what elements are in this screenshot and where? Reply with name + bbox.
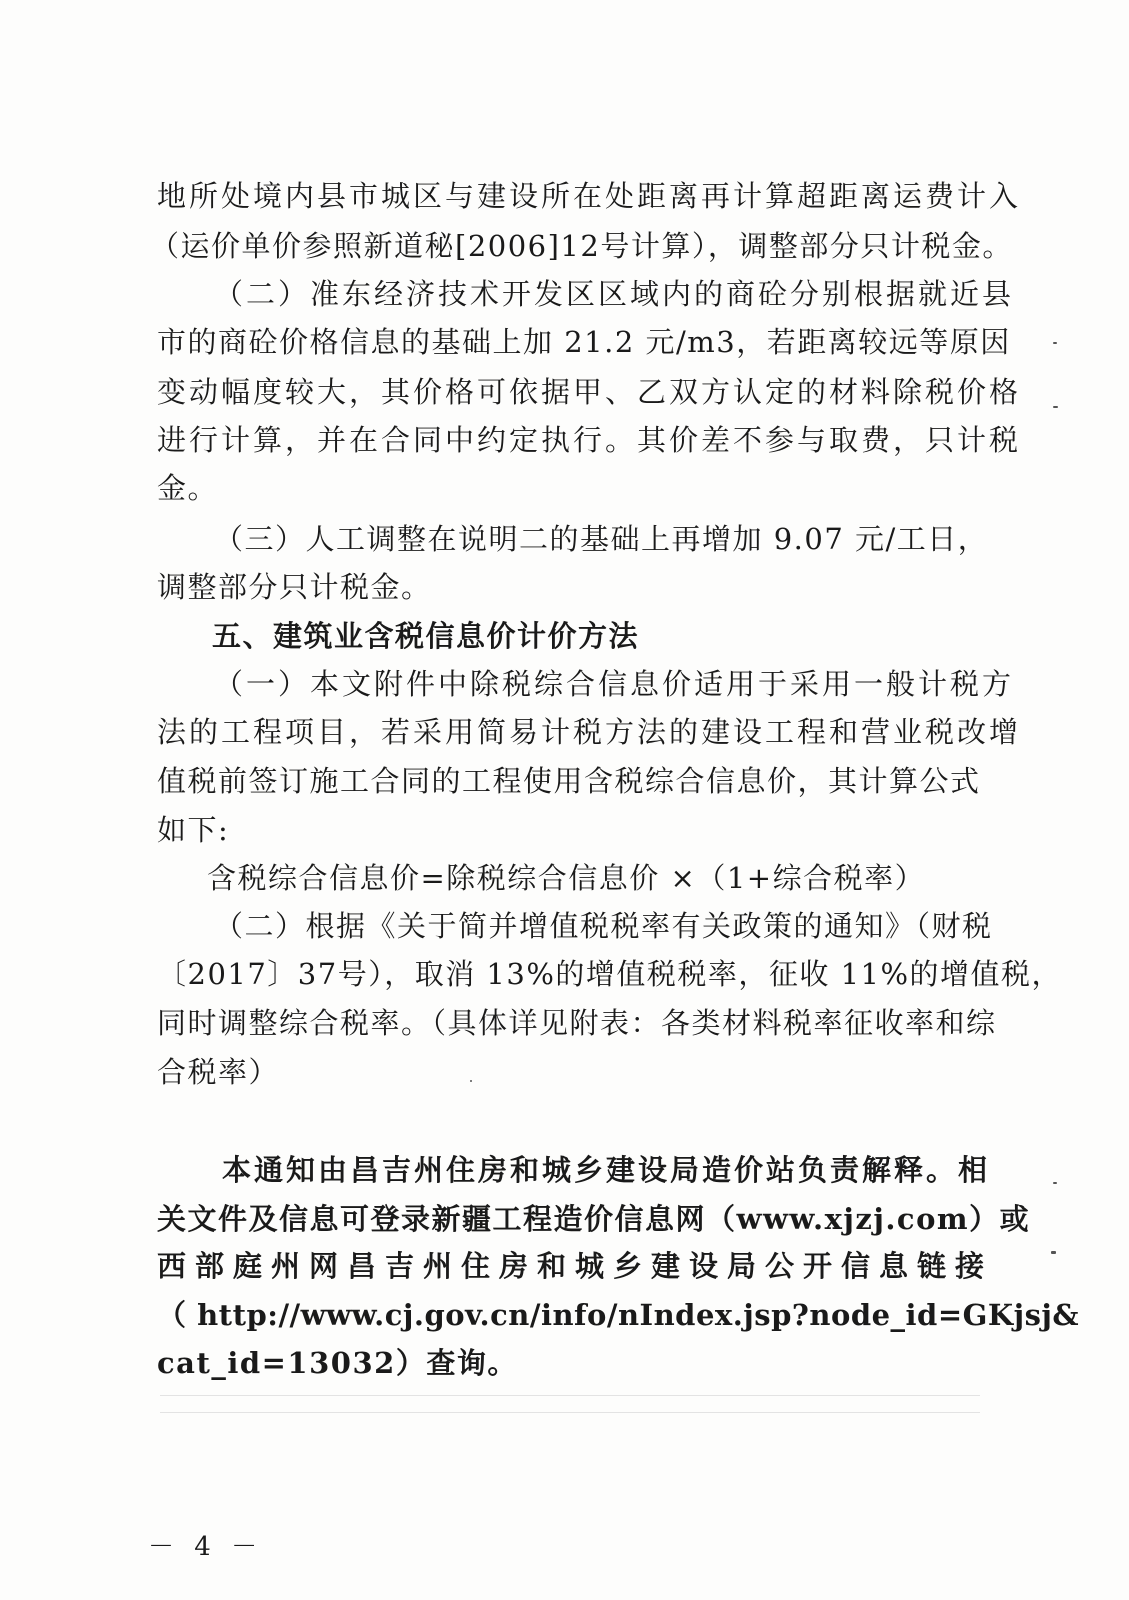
scan-rule bbox=[160, 1412, 980, 1413]
body-line: 市的商砼价格信息的基础上加 21.2 元/m3，若距离较远等原因 bbox=[157, 325, 1011, 359]
section-line: 〔2017〕37号），取消 13%的增值税税率，征收 11%的增值税， bbox=[157, 957, 1063, 991]
body-line: （二）准东经济技术开发区区域内的商砼分别根据就近县 bbox=[214, 277, 1015, 311]
section-line: 合税率） bbox=[157, 1055, 280, 1089]
notice-line: 本通知由昌吉州住房和城乡建设局造价站负责解释。相 bbox=[222, 1153, 991, 1187]
section-line: （二）根据《关于简并增值税税率有关政策的通知》（财税 bbox=[214, 909, 993, 943]
formula-line: 含税综合信息价=除税综合信息价 ×（1+综合税率） bbox=[207, 861, 926, 895]
page-number: － 4 － bbox=[148, 1532, 264, 1562]
body-line: （三）人工调整在说明二的基础上再增加 9.07 元/工日， bbox=[214, 522, 989, 556]
scan-speck bbox=[470, 1080, 472, 1082]
notice-line: 西部庭州网昌吉州住房和城乡建设局公开信息链接 bbox=[157, 1249, 994, 1283]
scan-speck bbox=[1053, 406, 1058, 408]
section-line: （一）本文附件中除税综合信息价适用于采用一般计税方 bbox=[214, 667, 1015, 701]
notice-line: 关文件及信息可登录新疆工程造价信息网（www.xjzj.com）或 bbox=[157, 1202, 1031, 1236]
body-line: 调整部分只计税金。 bbox=[157, 570, 432, 604]
section-line: 法的工程项目，若采用简易计税方法的建设工程和营业税改增 bbox=[157, 715, 1022, 749]
section-line: 值税前签订施工合同的工程使用含税综合信息价，其计算公式 bbox=[157, 764, 981, 798]
notice-link: （ http://www.cj.gov.cn/info/nIndex.jsp?node_id=GKjsj& bbox=[157, 1298, 1080, 1332]
scan-rule bbox=[160, 1395, 980, 1396]
section-heading: 五、建筑业含税信息价计价方法 bbox=[212, 619, 640, 653]
body-line: 进行计算，并在合同中约定执行。其价差不参与取费，只计税 bbox=[157, 423, 1022, 457]
body-line: 地所处境内县市城区与建设所在处距离再计算超距离运费计入 bbox=[157, 179, 1022, 213]
scan-speck bbox=[1053, 1182, 1057, 1184]
notice-line: cat_id=13032）查询。 bbox=[157, 1346, 518, 1380]
scan-speck bbox=[1051, 1251, 1056, 1254]
body-line: （运价单价参照新道秘[2006]12号计算），调整部分只计税金。 bbox=[150, 229, 1013, 263]
body-line: 变动幅度较大，其价格可依据甲、乙双方认定的材料除税价格 bbox=[157, 375, 1022, 409]
section-line: 如下: bbox=[157, 813, 230, 847]
section-line: 同时调整综合税率。（具体详见附表：各类材料税率征收率和综 bbox=[157, 1006, 997, 1040]
body-line: 金。 bbox=[157, 471, 219, 505]
scan-speck bbox=[1053, 342, 1057, 344]
